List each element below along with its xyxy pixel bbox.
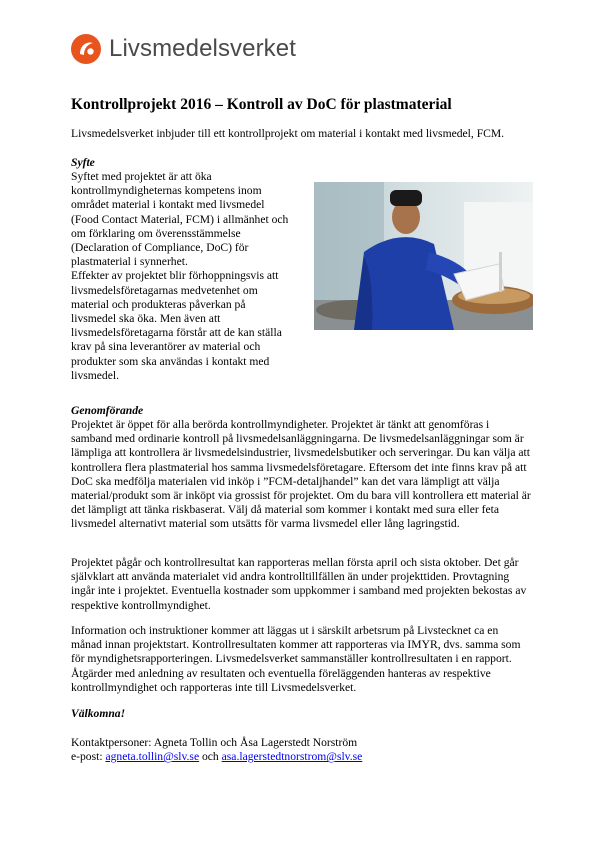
genomforande-paragraph-1: Projektet är öppet för alla berörda kontrollmyndigheter. Projektet är tänkt att genomföras i samband med ordinarie kontroll på livsmedelsanläggningarna. De livsmedelsanläggningar som är lämpliga att kontrollera är livsmedelsindustrier, livsmedelsbutiker och serveringar. Du kan välja att kontrollera flera plastmaterial hos samma livsmedelsföretagare. Eftersom det inte finns krav på att DoC ska medfölja materialen vid inköp i ”FCM-detaljhandel” kan det vara lämpligt att välja material/produkt som är inköpt via grossist för projektet. Om du bara vill kontrollera ett material är det lämpligt att tänka riskbaserat. Välj då material som kommer i kontakt med sura eller feta livsmedel alternativt material som utsätts för varma livsmedel eller lång lagringstid. [71,418,531,531]
genomforande-heading: Genomförande [71,404,144,417]
livsmedelsverket-logo-icon [71,34,101,64]
genomforande-paragraph-3: Information och instruktioner kommer att läggas ut i särskilt arbetsrum på Livstecknet ca en månad innan projektstart. Kontrollresultaten kommer att rapporteras via IMYR, dvs. samma som för myndighetsrapporteringen. Livsmedelsverket sammanställer kontrollresultaten i en rapport. Åtgärder med anledning av resultaten och eventuella föreläggenden hanteras av respektive kontrollmyndighet och rapporteras inte till Livsmedelsverket. [71,624,521,694]
syfte-paragraph-2: Effekter av projektet blir förhoppningsvis att livsmedelsföretagarnas medvetenhet om material och produkteras påverkan på livsmedel ska öka. Men även att livsmedelsföretagarna förstår att de kan ställa krav på sina leverantörer av material och produkter som ska användas i kontakt med livsmedel. [71,269,282,382]
syfte-body [71,170,291,383]
email-separator: och [199,750,222,764]
contact-block [71,736,531,764]
logo [71,34,296,64]
intro-text: Livsmedelsverket inbjuder till ett kontrollprojekt om material i kontakt med livsmedel, FCM. [71,127,505,140]
chef-photo-image [314,182,533,330]
genomforande-paragraph-2: Projektet pågår och kontrollresultat kan rapporteras mellan första april och sista oktober. Det går självklart att använda materialet vid andra kontrolltillfällen än under projekttiden. Provtagning ingår inte i projektet. Eventuella kostnader som uppkommer i samband med projekten bekostas av respektive kontrollmyndighet. [71,556,527,612]
welcome-text: Välkomna! [71,707,126,720]
contact-persons: Kontaktpersoner: Agneta Tollin och Åsa Lagerstedt Norström [71,736,358,749]
email-link-asa[interactable]: asa.lagerstedtnorstrom@slv.se [221,750,363,764]
syfte-heading: Syfte [71,156,95,169]
email-label: e-post: [71,750,106,764]
page-title: Kontrollprojekt 2016 – Kontroll av DoC för plastmaterial [71,96,452,113]
logo-text: Livsmedelsverket [109,35,297,62]
contact-email-line [71,750,531,764]
chef-photo [314,182,533,330]
syfte-paragraph-1: Syftet med projektet är att öka kontrollmyndigheternas kompetens inom området material i kontakt med livsmedel (Food Contact Material, FCM) i allmänhet och om förklaring om överensstämmelse (Declaration of Compliance, DoC) för plastmaterial i synnerhet. [71,170,289,269]
email-link-agneta[interactable]: agneta.tollin@slv.se [105,750,200,764]
